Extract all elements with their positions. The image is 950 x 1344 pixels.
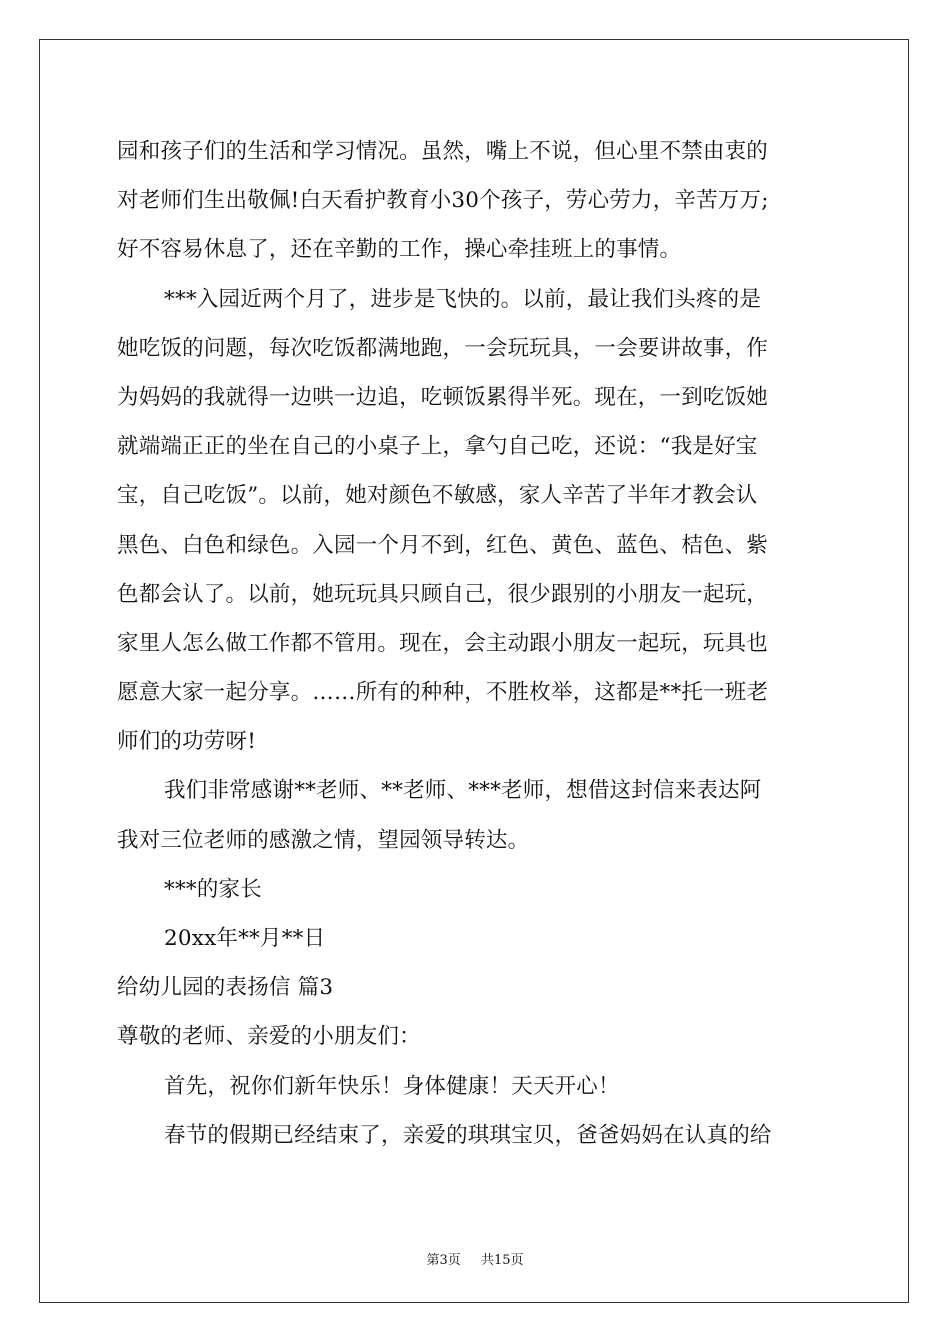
text-line: 就端端正正的坐在自己的小桌子上，拿勺自己吃，还说：“我是好宝 xyxy=(117,434,758,460)
text-line: 色都会认了。以前，她玩玩具只顾自己，很少跟别的小朋友一起玩， xyxy=(117,581,769,607)
text-line: 园和孩子们的生活和学习情况。虽然，嘴上不说，但心里不禁由衷的 xyxy=(117,139,769,164)
text-line: 好不容易休息了，还在辛勤的工作，操心牵挂班上的事情。 xyxy=(117,237,682,263)
text-line: 愿意大家一起分享。……所有的种种，不胜枚举，这都是**托一班老 xyxy=(117,680,769,706)
page-total: 共15页 xyxy=(480,1253,524,1268)
text-line: ***入园近两个月了，进步是飞快的。以前，最让我们头疼的是 xyxy=(164,286,762,312)
text-line: 黑色、白色和绿色。入园一个月不到，红色、黄色、蓝色、桔色、紫 xyxy=(117,532,769,558)
text-line: 师们的功劳呀! xyxy=(117,729,257,755)
text-line: 宝，自己吃饭”。以前，她对颜色不敏感，家人辛苦了半年才教会认 xyxy=(117,483,758,509)
text-line: 她吃饭的问题，每次吃饭都满地跑，一会玩玩具，一会要讲故事，作 xyxy=(117,335,769,361)
salutation-line: 尊敬的老师、亲爱的小朋友们： xyxy=(117,1024,421,1050)
page-number: 第3页 xyxy=(426,1253,461,1268)
section-heading: 给幼儿园的表扬信 篇3 xyxy=(117,975,334,1001)
text-line: 为妈妈的我就得一边哄一边追，吃顿饭累得半死。现在，一到吃饭她 xyxy=(117,384,769,410)
page-footer xyxy=(0,1249,950,1268)
text-line: 春节的假期已经结束了，亲爱的琪琪宝贝，爸爸妈妈在认真的给 xyxy=(164,1122,772,1148)
text-line: 家里人怎么做工作都不管用。现在，会主动跟小朋友一起玩，玩具也 xyxy=(117,630,769,656)
text-line: 对老师们生出敬佩!白天看护教育小30个孩子，劳心劳力，辛苦万万; xyxy=(117,188,769,214)
signature-line: ***的家长 xyxy=(164,876,262,902)
text-line: 我对三位老师的感激之情，望园领导转达。 xyxy=(117,827,530,853)
text-line: 首先，祝你们新年快乐！身体健康！天天开心！ xyxy=(164,1073,620,1099)
text-line: 我们非常感谢**老师、**老师、***老师，想借这封信来表达阿 xyxy=(164,778,762,804)
document-body xyxy=(117,127,837,1160)
date-line: 20xx年**月**日 xyxy=(164,926,326,951)
